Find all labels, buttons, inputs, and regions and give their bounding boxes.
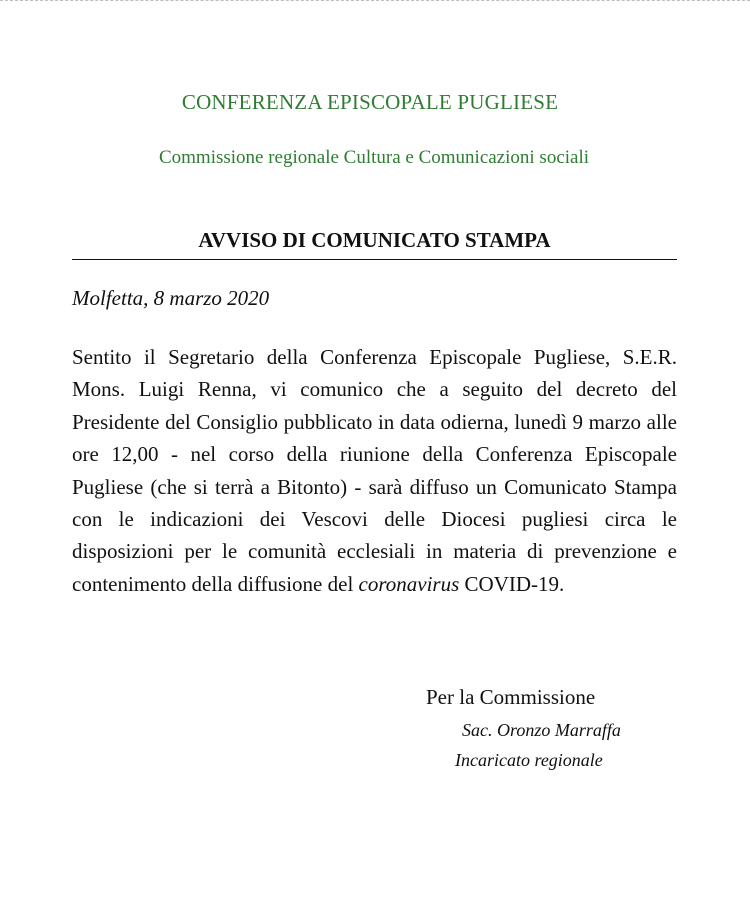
body-italic-term: coronavirus — [358, 571, 460, 596]
signature-heading: Per la Commissione — [426, 685, 596, 709]
date-line: Molfetta, 8 marzo 2020 — [72, 286, 270, 310]
organization-title: CONFERENZA EPISCOPALE PUGLIESE — [181, 90, 559, 114]
body-paragraph — [72, 341, 677, 600]
body-main-text: Sentito il Segretario della Conferenza Episcopale Pugliese, S.E.R. Mons. Luigi Renna, vi comunico che a seguito del decreto del Presidente del Consiglio pubblicato in data odierna, lunedì 9 marzo alle ore 12,00 - nel corso della riunione della Conferenza Episcopale Pugliese (che si terrà a Bitonto) - sarà diffuso un Comunicato Stampa con le indicazioni dei Vescovi delle Diocesi pugliesi circa le disposizioni per le comunità ecclesiali in materia di prevenzione e contenimento della diffusione del — [72, 345, 677, 596]
body-end-text: COVID-19. — [464, 571, 565, 596]
signature-name: Sac. Oronzo Marraffa — [462, 720, 621, 740]
notice-title: AVVISO DI COMUNICATO STAMPA — [72, 228, 677, 260]
signature-role: Incaricato regionale — [455, 750, 603, 770]
page-top-border — [0, 0, 750, 1]
commission-subtitle: Commissione regionale Cultura e Comunicazioni sociali — [158, 147, 590, 168]
